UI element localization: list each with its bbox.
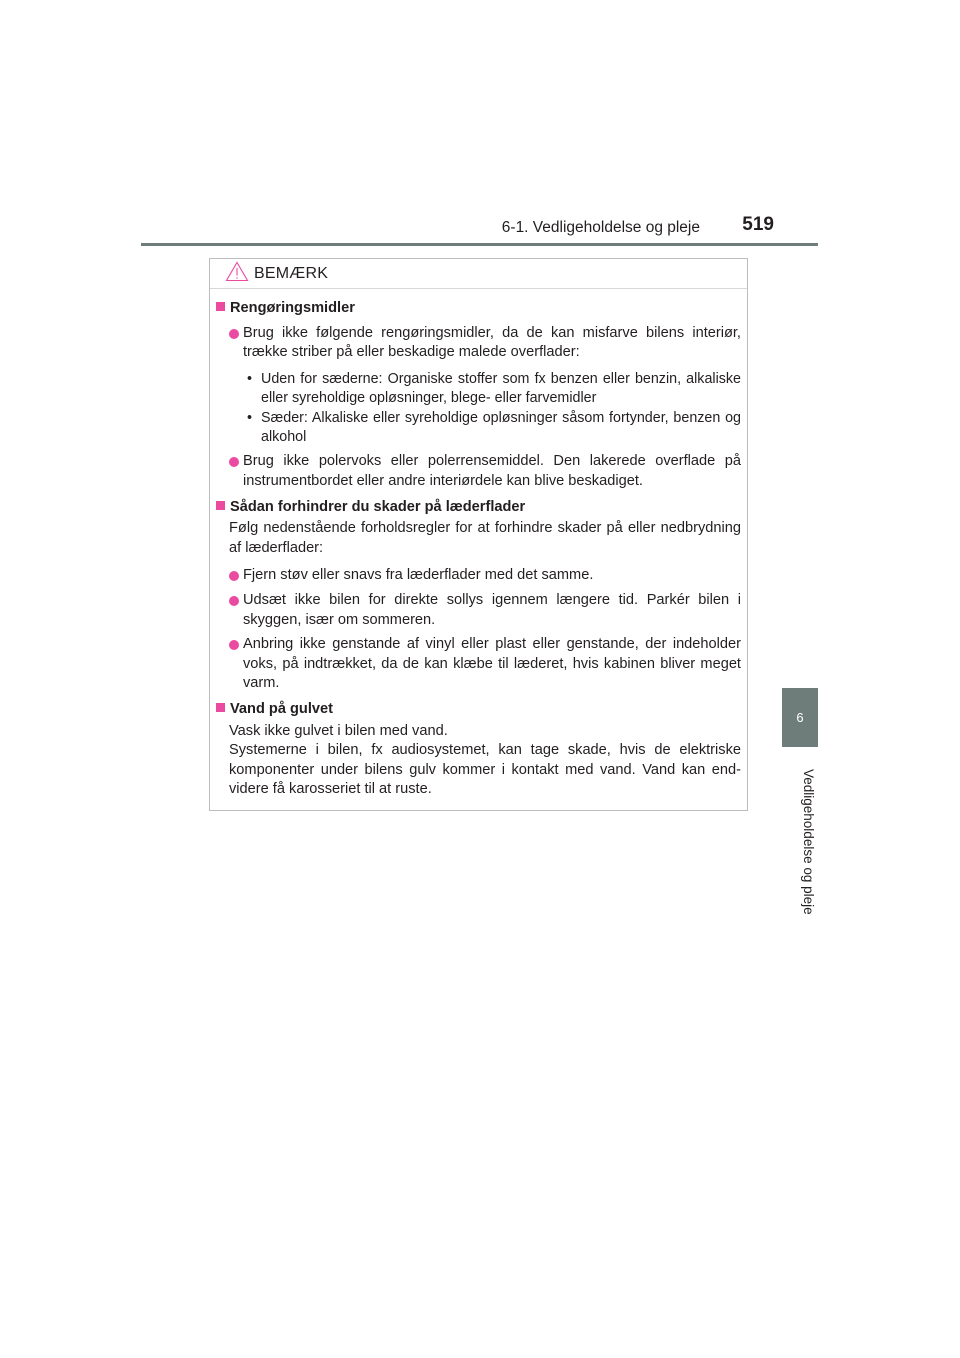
sub-list-item: • Uden for sæderne: Organiske stoffer som fx benzen eller benzin, alkaliske eller syreholdige opløsninger, blege- eller farvemidler [216, 370, 741, 409]
section-cleaning-agents [216, 299, 741, 492]
list-item-text: Brug ikke følgende rengøringsmidler, da de kan misfarve bilens interiør, trække striber på eller beskadige malede overflader: [243, 324, 741, 361]
square-bullet-icon [216, 703, 225, 712]
paragraph: Vask ikke gulvet i bilen med vand. [229, 722, 448, 739]
round-bullet-icon [229, 457, 239, 467]
section-intro: Følg nedenstående forholdsregler for at forhindre skader på eller nedbrydning af læderflader: [229, 520, 741, 556]
round-bullet-icon [229, 329, 239, 339]
square-bullet-icon [216, 501, 225, 510]
header-section-title: 6-1. Vedligeholdelse og pleje [501, 219, 700, 236]
paragraph: Systemerne i bilen, fx audiosystemet, kan tage skade, hvis de elektriske komponenter under bilens gulv kommer i kontakt med vand. Vand kan end-videre få karosseriet til at ruste. [229, 742, 741, 798]
section-water-floor [216, 700, 741, 800]
section-heading-text: Vand på gulvet [230, 700, 333, 717]
chapter-tab-number: 6 [796, 710, 804, 725]
notice-content [210, 289, 747, 800]
chapter-tab[interactable] [782, 688, 818, 747]
list-item [216, 591, 741, 630]
notice-header [210, 259, 747, 289]
sub-list [216, 370, 741, 448]
list-item-text: Fjern støv eller snavs fra læderflader med det samme. [243, 567, 594, 584]
square-bullet-icon [216, 302, 225, 311]
round-bullet-icon [229, 640, 239, 650]
sub-list-item-text: Sæder: Alkaliske eller syreholdige opløsninger såsom fortynder, benzen og alkohol [261, 409, 741, 445]
list-item [216, 566, 741, 586]
notice-title: BEMÆRK [254, 264, 329, 282]
section-heading [216, 498, 741, 518]
chapter-side-label: Vedligeholdelse og pleje [801, 769, 816, 915]
section-heading [216, 299, 741, 319]
section-heading-text: Sådan forhindrer du skader på læderflader [230, 498, 526, 515]
list-item [216, 635, 741, 694]
header-rule [141, 243, 818, 246]
list-item-text: Udsæt ikke bilen for direkte sollys igennem længere tid. Parkér bilen i skyggen, især om sommeren. [243, 591, 741, 628]
sub-list-item-text: Uden for sæderne: Organiske stoffer som fx benzen eller benzin, alkaliske eller syreholdige opløsninger, blege- eller farvemidler [261, 370, 741, 407]
notice-box [209, 258, 748, 811]
page-number: 519 [742, 214, 774, 235]
list-item-text: Anbring ikke genstande af vinyl eller plast eller genstande, der indeholder voks, på indtrækket, da de kan klæbe til læderet, hvis kabinen bliver meget varm. [243, 636, 741, 692]
warning-triangle-icon [225, 261, 249, 287]
list-item-text: Brug ikke polervoks eller polerrensemiddel. Den lakerede overflade på instrumentbordet eller andre interiørdele kan blive beskadiget. [243, 453, 741, 489]
section-heading [216, 700, 741, 720]
list-item [216, 324, 741, 363]
round-bullet-icon [229, 596, 239, 606]
list-item [216, 452, 741, 491]
section-heading-text: Rengøringsmidler [230, 300, 355, 316]
sub-list-item: • Sæder: Alkaliske eller syreholdige opløsninger såsom fortynder, benzen og alkohol [216, 409, 741, 448]
round-bullet-icon [229, 571, 239, 581]
section-leather-care [216, 498, 741, 694]
